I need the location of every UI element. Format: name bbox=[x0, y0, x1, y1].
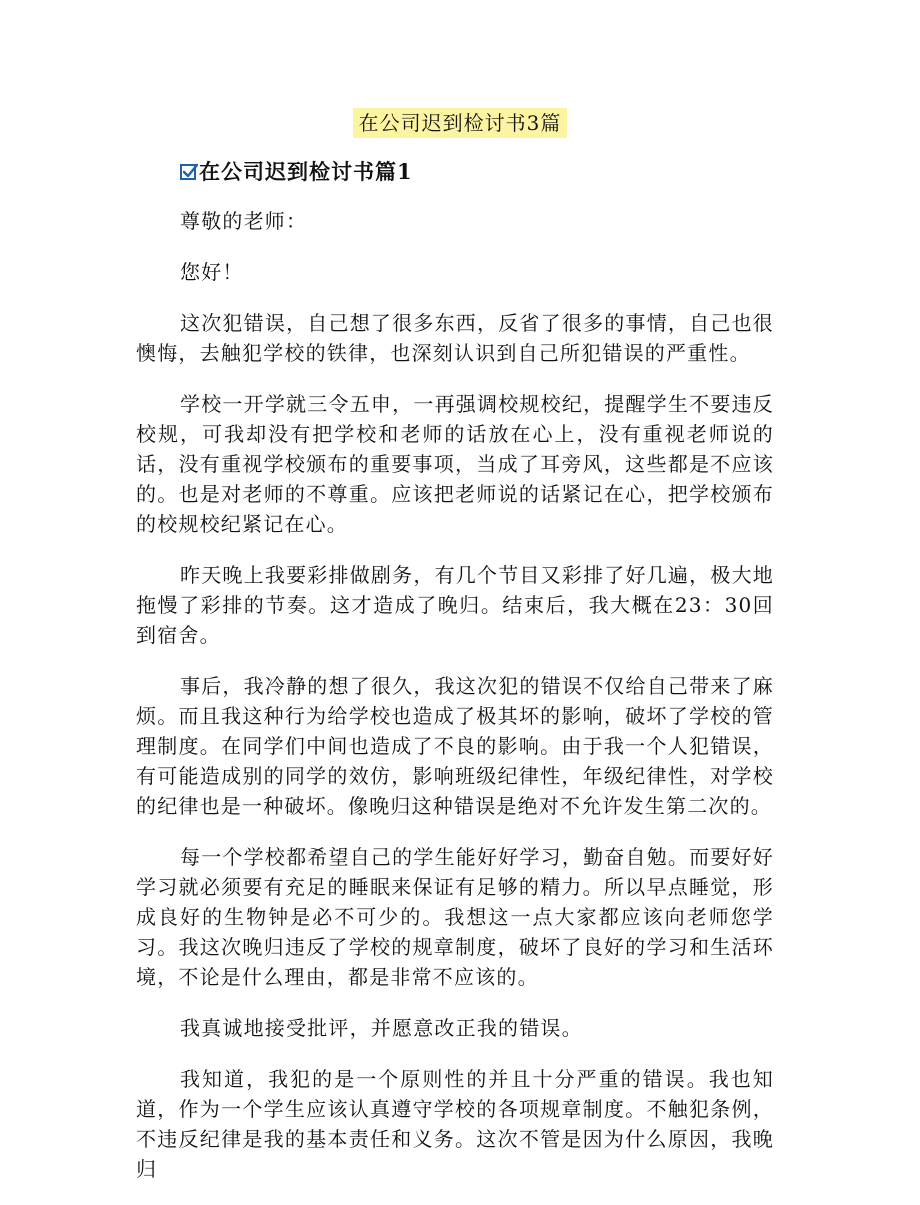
body-paragraph: 事后，我冷静的想了很久，我这次犯的错误不仅给自己带来了麻烦。而且我这种行为给学校也造成了极其坏的影响，破坏了学校的管理制度。在同学们中间也造成了不良的影响。由于我一个人犯错误，有可能造成别的同学的效仿，影响班级纪律性，年级纪律性，对学校的纪律也是一种破坏。像晚归这种错误是绝对不允许发生第二次的。 bbox=[136, 674, 774, 818]
document-title-wrapper bbox=[0, 108, 920, 138]
document-body bbox=[136, 206, 774, 1205]
greeting: 您好！ bbox=[180, 260, 244, 284]
document-title: 在公司迟到检讨书3篇 bbox=[353, 108, 568, 138]
body-paragraph: 学校一开学就三令五申，一再强调校规校纪，提醒学生不要违反校规，可我却没有把学校和老师的话放在心上，没有重视老师说的话，没有重视学校颁布的重要事项，当成了耳旁风，这些都是不应该的。也是对老师的不尊重。应该把老师说的话紧记在心，把学校颁布的校规校纪紧记在心。 bbox=[136, 392, 774, 536]
salutation: 尊敬的老师： bbox=[180, 209, 308, 233]
body-paragraph: 我知道，我犯的是一个原则性的并且十分严重的错误。我也知道，作为一个学生应该认真遵守学校的各项规章制度。不触犯条例，不违反纪律是我的基本责任和义务。这次不管是因为什么原因，我晚归 bbox=[136, 1067, 774, 1181]
body-paragraph: 每一个学校都希望自己的学生能好好学习，勤奋自勉。而要好好学习就必须要有充足的睡眠来保证有足够的精力。所以早点睡觉，形成良好的生物钟是必不可少的。我想这一点大家都应该向老师您学习。我这次晚归违反了学校的规章制度，破坏了良好的学习和生活环境，不论是什么理由，都是非常不应该的。 bbox=[136, 845, 774, 989]
body-paragraph: 这次犯错误，自己想了很多东西，反省了很多的事情，自己也很懊悔，去触犯学校的铁律，也深刻认识到自己所犯错误的严重性。 bbox=[136, 311, 774, 365]
body-paragraph: 我真诚地接受批评，并愿意改正我的错误。 bbox=[180, 1016, 583, 1040]
section-heading-text: 在公司迟到检讨书篇1 bbox=[199, 159, 413, 184]
section-heading bbox=[180, 156, 413, 188]
checkbox-checked-icon bbox=[180, 164, 196, 180]
body-paragraph: 昨天晚上我要彩排做剧务，有几个节目又彩排了好几遍，极大地拖慢了彩排的节奏。这才造成了晚归。结束后，我大概在23：30回到宿舍。 bbox=[136, 563, 774, 647]
